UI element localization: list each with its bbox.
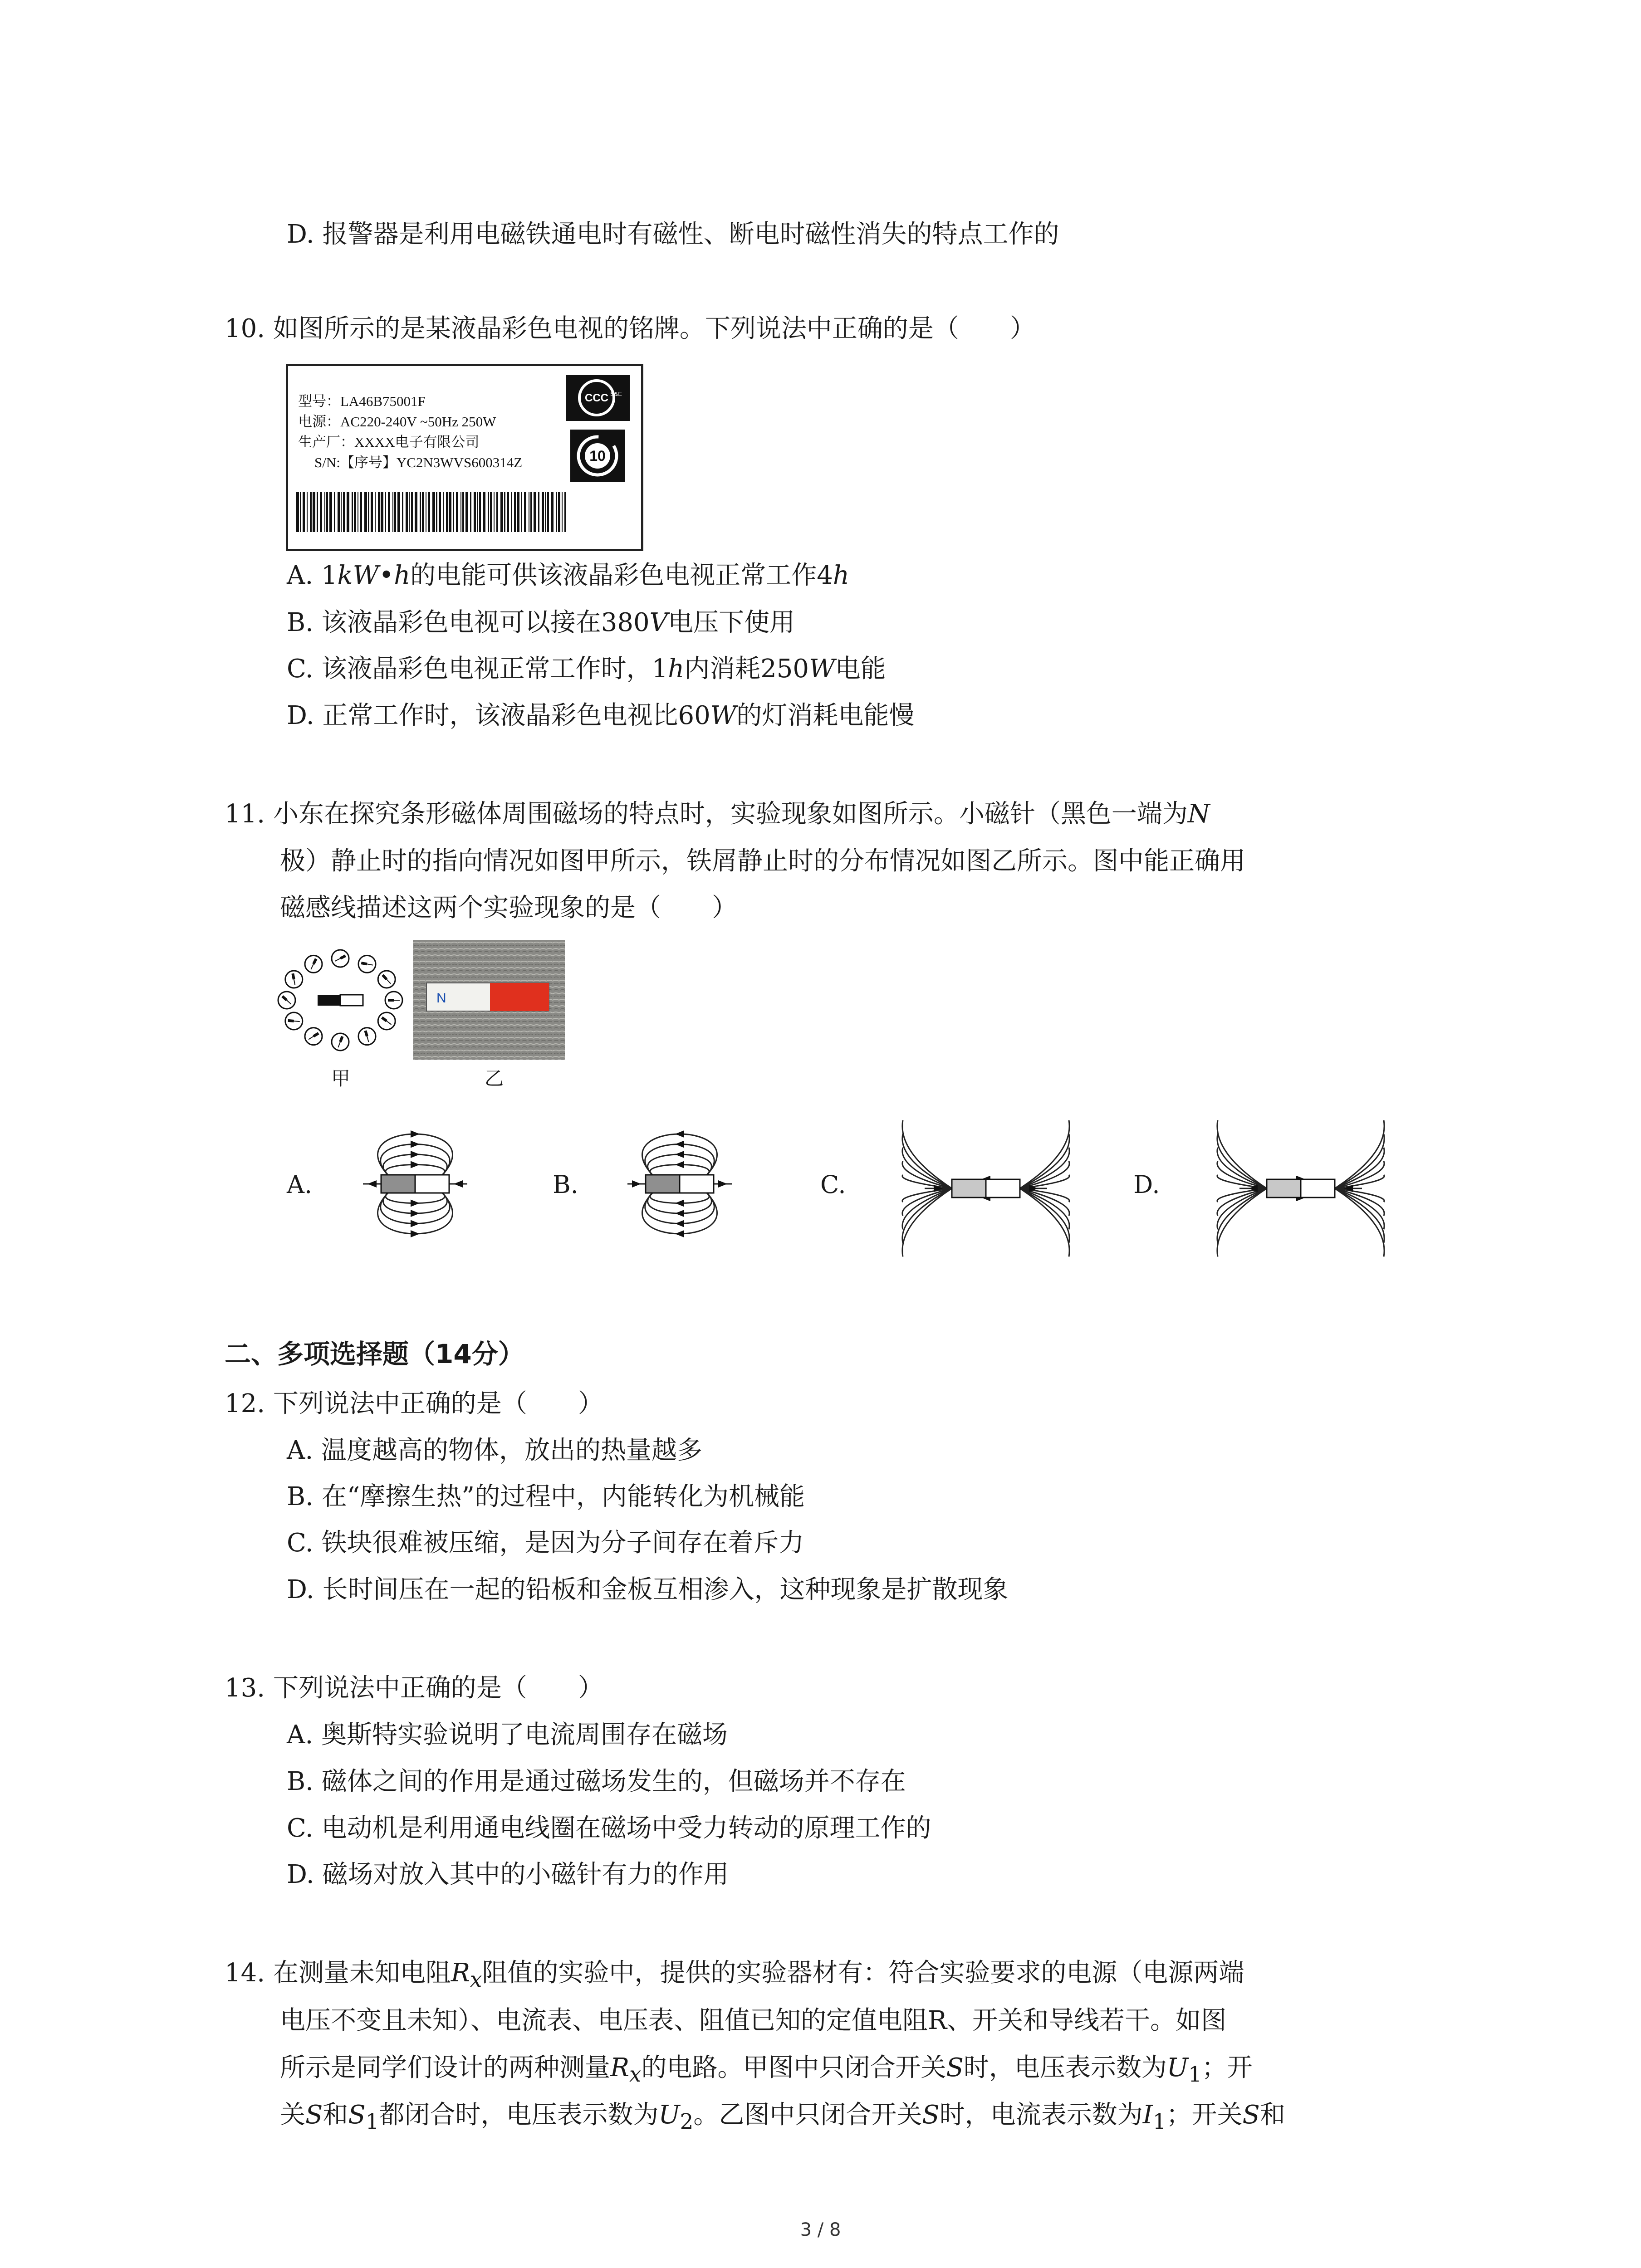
caption-yi: 乙 <box>485 1067 504 1090</box>
nameplate-power: 电源：AC220-240V ~50Hz 250W <box>298 414 496 430</box>
ccc-mark-sub: S&E <box>610 391 622 397</box>
q12-option-c: C. 铁块很难被压缩，是因为分子间存在着斥力 <box>287 1528 804 1558</box>
q11-option-c-diagram <box>870 1093 1102 1284</box>
eco-mark-text: 10 <box>589 448 606 464</box>
compass-icon <box>378 971 395 988</box>
compass-icon <box>378 1012 395 1030</box>
q11-option-a-diagram <box>333 1125 497 1243</box>
caption-jia: 甲 <box>331 1067 351 1090</box>
q11-option-a-label: A. <box>287 1170 313 1199</box>
q10-option-a: A. 1kW•h的电能可供该液晶彩色电视正常工作4h <box>287 561 849 590</box>
compass-icon <box>278 992 295 1009</box>
q11-option-b-diagram <box>598 1125 761 1243</box>
q14-line1: 14. 在测量未知电阻$R_x$阻值的实验中，提供的实验器材有：符合实验要求的电源（电源两端 <box>225 1958 1244 1993</box>
q13-stem: 13. 下列说法中正确的是（ ） <box>225 1673 603 1703</box>
q10-stem: 10. 如图所示的是某液晶彩色电视的铭牌。下列说法中正确的是（ ） <box>225 314 1035 343</box>
figure-jia-compasses <box>277 948 404 1052</box>
compass-icon <box>358 1028 376 1045</box>
nameplate-sn: S/N:【序号】YC2N3WVS600314Z <box>314 455 523 470</box>
q14-line4: 关S和$S_1$都闭合时，电压表示数为$U_2$。乙图中只闭合开关S时，电流表示数为$I_1$；开关S和 <box>280 2100 1285 2135</box>
q14-line2: 电压不变且未知）、电流表、电压表、阻值已知的定值电阻R、开关和导线若干。如图 <box>280 2006 1227 2035</box>
compass-icon <box>285 1012 303 1030</box>
q12-option-a: A. 温度越高的物体，放出的热量越多 <box>287 1436 703 1465</box>
q14-line3: 所示是同学们设计的两种测量$R_x$的电路。甲图中只闭合开关S时，电压表示数为$U_1$；开 <box>280 2053 1253 2087</box>
section-2-title: 二、多项选择题（14分） <box>225 1339 524 1369</box>
q13-option-a: A. 奥斯特实验说明了电流周围存在磁场 <box>287 1720 728 1750</box>
nameplate-maker: 生产厂：XXXX电子有限公司 <box>298 434 480 450</box>
barcode-icon <box>296 492 571 532</box>
q11-stem-line3: 磁感线描述这两个实验现象的是（ ） <box>280 893 737 923</box>
q13-option-c: C. 电动机是利用通电线圈在磁场中受力转动的原理工作的 <box>287 1813 931 1843</box>
compass-icon <box>332 1033 349 1051</box>
q12-option-d: D. 长时间压在一起的铅板和金板互相渗入，这种现象是扩散现象 <box>287 1575 1009 1604</box>
ccc-mark-icon <box>565 374 631 422</box>
q13-option-d: D. 磁场对放入其中的小磁针有力的作用 <box>287 1860 729 1889</box>
q10-option-b: B. 该液晶彩色电视可以接在380V电压下使用 <box>287 608 795 637</box>
compass-icon <box>358 955 376 973</box>
q10-option-c: C. 该液晶彩色电视正常工作时，1h内消耗250W电能 <box>287 654 886 684</box>
page-number: 3 / 8 <box>800 2219 841 2240</box>
q12-stem: 12. 下列说法中正确的是（ ） <box>225 1389 603 1418</box>
q12-option-b: B. 在“摩擦生热”的过程中，内能转化为机械能 <box>287 1482 805 1511</box>
q13-option-b: B. 磁体之间的作用是通过磁场发生的，但磁场并不存在 <box>287 1767 906 1796</box>
q11-option-b-label: B. <box>553 1170 578 1199</box>
eco-mark-icon <box>569 429 626 483</box>
compass-icon <box>305 1028 322 1045</box>
q11-stem-line2: 极）静止时的指向情况如图甲所示，铁屑静止时的分布情况如图乙所示。图中能正确用 <box>280 846 1245 876</box>
compass-icon <box>332 950 349 967</box>
q11-option-d-diagram <box>1185 1093 1416 1284</box>
tv-nameplate <box>286 364 643 551</box>
figure-yi-iron-filings <box>413 940 565 1060</box>
compass-icon <box>285 971 303 988</box>
q11-option-d-label: D. <box>1133 1170 1160 1199</box>
q11-stem-line1: 11. 小东在探究条形磁体周围磁场的特点时，实验现象如图所示。小磁针（黑色一端为N <box>225 799 1210 829</box>
ccc-mark-text: CCC <box>585 392 608 404</box>
nameplate-model: 型号：LA46B75001F <box>298 393 426 409</box>
q9-option-d: D. 报警器是利用电磁铁通电时有磁性、断电时磁性消失的特点工作的 <box>287 220 1059 249</box>
compass-icon <box>385 992 402 1009</box>
magnet-n-label: N <box>436 991 446 1006</box>
q10-option-d: D. 正常工作时，该液晶彩色电视比60W的灯消耗电能慢 <box>287 701 915 730</box>
compass-icon <box>305 955 322 973</box>
q11-option-c-label: C. <box>820 1170 846 1199</box>
